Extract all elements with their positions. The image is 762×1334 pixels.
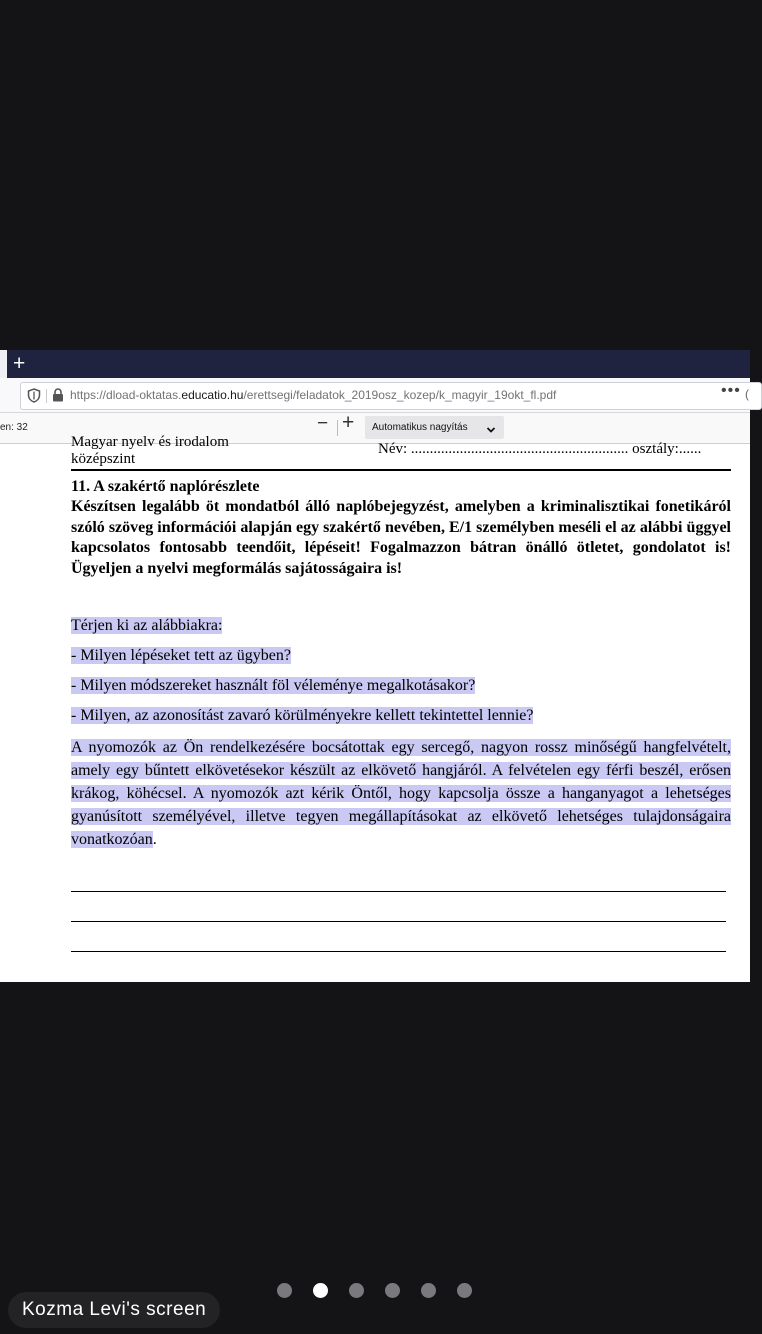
prompt-lead: Térjen ki az alábbiakra: <box>71 617 223 634</box>
address-bar[interactable] <box>20 382 762 410</box>
presenter-name-label: Kozma Levi's screen <box>8 1292 220 1328</box>
url-text[interactable]: https://dload-oktatas.educatio.hu/erettsegi/feladatok_2019osz_kozep/k_magyir_19okt_fl.pdf <box>70 388 557 402</box>
zoom-out-button[interactable]: − <box>317 413 329 434</box>
navigation-bar <box>0 378 750 413</box>
page-dot-active[interactable] <box>313 1283 328 1298</box>
truncated-control[interactable]: ( <box>745 387 749 401</box>
prompt-item: - Milyen, az azonosítást zavaró körülményekre kellett tekintettel lennie? <box>71 707 534 724</box>
chevron-down-icon <box>486 422 496 440</box>
header-level: középszint <box>71 451 136 467</box>
header-rule <box>71 469 731 471</box>
shield-icon[interactable] <box>27 388 41 408</box>
pdf-page <box>0 434 750 982</box>
lock-icon[interactable] <box>52 388 64 407</box>
browser-tab-bar <box>0 350 750 378</box>
zoom-value: Automatikus nagyítás <box>372 422 468 433</box>
case-description: A nyomozók az Ön rendelkezésére bocsátottak egy sercegő, nagyon rossz minőségű hangfelvételt, amely egy bűntett elkövetésekor készült az elkövető hangjáról. A felvételen egy férfi beszél, erősen krákog, köhécsel. A nyomozók azt kérik Öntől, hogy kapcsolja össze a hanganyagot a lehetséges gyanúsított személyével, illetve tegyen megállapításokat az elkövető lehetséges tulajdonságaira vonatkozóan. <box>71 739 731 848</box>
page-dot[interactable] <box>457 1283 472 1298</box>
writing-line <box>71 951 726 952</box>
active-tab-edge[interactable] <box>0 350 7 378</box>
new-tab-button[interactable]: + <box>13 352 26 375</box>
task-title: 11. A szakértő naplórészlete <box>71 478 260 495</box>
page-actions-menu[interactable]: ••• <box>721 382 741 399</box>
name-field: Név: .......................................................... osztály:...... <box>378 441 702 457</box>
page-dot[interactable] <box>349 1283 364 1298</box>
page-dot[interactable] <box>421 1283 436 1298</box>
prompt-item: - Milyen módszereket használt föl véleménye megalkotásakor? <box>71 677 476 694</box>
writing-line <box>71 921 726 922</box>
prompt-item: - Milyen lépéseket tett az ügyben? <box>71 647 291 664</box>
task-instructions: Készítsen legalább öt mondatból álló naplóbejegyzést, amelyben a kriminalisztikai fonetikáról szóló szöveg információi alapján egy szakértő nevében, E/1 személyben meséli el az alábbi üggyel kapcsolatos fontosabb teendőit, lépéseit! Fogalmazzon bátran önálló ötletet, gondolatot is! Ügyeljen a nyelvi megformálás sajátosságaira is! <box>71 498 731 577</box>
page-dot[interactable] <box>385 1283 400 1298</box>
toolbar-separator <box>337 420 338 436</box>
zoom-in-button[interactable]: + <box>342 411 355 434</box>
header-subject: Magyar nyelv és irodalom <box>71 434 229 450</box>
shared-screen <box>0 350 750 982</box>
writing-line <box>71 891 726 892</box>
page-count-fragment: en: 32 <box>0 422 28 433</box>
url-separator <box>46 389 47 403</box>
zoom-select[interactable] <box>365 416 504 439</box>
page-dot[interactable] <box>277 1283 292 1298</box>
